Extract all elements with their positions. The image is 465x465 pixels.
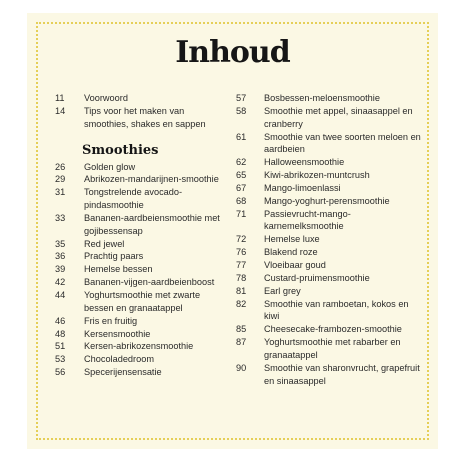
toc-page-number: 39 xyxy=(55,264,66,275)
toc-entry xyxy=(236,208,426,234)
toc-page-number: 26 xyxy=(55,161,66,172)
toc-entry-title: Specerijensensatie xyxy=(84,367,162,378)
toc-entry xyxy=(55,238,231,251)
toc-entry-title: Kiwi-abrikozen-muntcrush xyxy=(264,170,370,181)
toc-entry xyxy=(236,246,426,259)
toc-entry xyxy=(236,92,426,105)
toc-entry-title: Chocoladedroom xyxy=(84,354,154,365)
toc-page-number: 58 xyxy=(236,105,247,116)
toc-page-number: 76 xyxy=(236,247,247,258)
right-entries-list xyxy=(236,92,426,387)
toc-entry-title: Hemelse luxe xyxy=(264,234,320,245)
toc-entry xyxy=(236,182,426,195)
toc-entry-title: Prachtig paars xyxy=(84,251,144,262)
toc-entry xyxy=(236,105,426,131)
toc-entry xyxy=(55,161,231,174)
toc-entry xyxy=(236,362,426,388)
toc-entry-title: Smoothie met appel, sinaasappel en cranberry xyxy=(264,105,413,129)
toc-page-number: 82 xyxy=(236,298,247,309)
toc-entry-title: Bananen-aardbeiensmoothie met gojibessensap xyxy=(84,212,220,236)
toc-entry-title: Golden glow xyxy=(84,161,136,172)
toc-page-number: 65 xyxy=(236,170,247,181)
toc-page-number: 31 xyxy=(55,187,66,198)
toc-entry xyxy=(236,233,426,246)
toc-page-number: 44 xyxy=(55,289,66,300)
toc-page-number: 51 xyxy=(55,341,66,352)
toc-page-number: 90 xyxy=(236,362,247,373)
toc-entry xyxy=(55,366,231,379)
toc-entry-title: Earl grey xyxy=(264,285,301,296)
toc-entry xyxy=(236,285,426,298)
toc-entry-title: Voorwoord xyxy=(84,93,128,103)
toc-page-number: 61 xyxy=(236,131,247,142)
page-title: Inhoud xyxy=(175,35,290,70)
toc-entry xyxy=(236,156,426,169)
toc-entry xyxy=(55,212,231,238)
toc-entry xyxy=(55,328,231,341)
toc-entry-title: Kersen-abrikozensmoothie xyxy=(84,341,194,352)
intro-list xyxy=(55,92,231,131)
contents-column-right xyxy=(236,92,426,387)
toc-entry-title: Kersensmoothie xyxy=(84,328,151,339)
toc-entry xyxy=(236,272,426,285)
toc-page-number: 77 xyxy=(236,259,247,270)
toc-entry xyxy=(236,259,426,272)
toc-entry xyxy=(55,263,231,276)
toc-entry xyxy=(55,289,231,315)
toc-entry xyxy=(236,336,426,362)
toc-page-number: 62 xyxy=(236,157,247,168)
toc-entry-title: Vloeibaar goud xyxy=(264,259,326,270)
toc-page-number: 46 xyxy=(55,315,66,326)
toc-page-number: 14 xyxy=(55,105,66,116)
toc-entry xyxy=(55,250,231,263)
toc-entry xyxy=(236,323,426,336)
toc-page-number: 81 xyxy=(236,285,247,296)
toc-entry-title: Custard-pruimensmoothie xyxy=(264,272,370,283)
toc-page-number: 33 xyxy=(55,212,66,223)
toc-entry xyxy=(55,276,231,289)
toc-entry xyxy=(55,353,231,366)
toc-entry-title: Bosbessen-meloensmoothie xyxy=(264,93,380,103)
toc-entry-title: Mango-yoghurt-perensmoothie xyxy=(264,195,390,206)
contents-panel xyxy=(27,13,438,449)
toc-entry xyxy=(55,92,231,105)
toc-entry-title: Cheesecake-frambozen-smoothie xyxy=(264,324,402,335)
toc-entry-title: Yoghurtsmoothie met zwarte bessen en granaatappel xyxy=(84,289,201,313)
toc-entry-title: Red jewel xyxy=(84,238,125,249)
toc-page-number: 67 xyxy=(236,182,247,193)
toc-entry-title: Passievrucht-mango-karnemelksmoothie xyxy=(264,208,351,232)
toc-entry-title: Halloweensmoothie xyxy=(264,157,345,168)
toc-entry-title: Smoothie van sharonvrucht, grapefruit en sinaasappel xyxy=(264,362,420,386)
toc-entry-title: Smoothie van ramboetan, kokos en kiwi xyxy=(264,298,409,322)
toc-page-number: 72 xyxy=(236,234,247,245)
toc-entry-title: Smoothie van twee soorten meloen en aardbeien xyxy=(264,131,421,155)
toc-entry xyxy=(55,340,231,353)
toc-entry xyxy=(236,169,426,182)
left-entries-list xyxy=(55,161,231,379)
contents-column-left xyxy=(55,92,231,379)
section-title: Smoothies xyxy=(82,142,159,158)
toc-page-number: 78 xyxy=(236,272,247,283)
toc-entry-title: Tongstrelende avocado-pindasmoothie xyxy=(84,187,183,211)
toc-entry-title: Blakend roze xyxy=(264,247,318,258)
toc-entry xyxy=(55,105,231,131)
toc-entry-title: Bananen-vijgen-aardbeienboost xyxy=(84,277,215,288)
toc-entry xyxy=(236,298,426,324)
toc-page-number: 53 xyxy=(55,354,66,365)
toc-entry-title: Mango-limoenlassi xyxy=(264,182,341,193)
toc-page-number: 85 xyxy=(236,324,247,335)
toc-page-number: 35 xyxy=(55,238,66,249)
toc-entry-title: Yoghurtsmoothie met rabarber en granaatappel xyxy=(264,337,401,360)
toc-page-number: 56 xyxy=(55,367,66,378)
toc-page-number: 87 xyxy=(236,337,247,348)
toc-page-number: 71 xyxy=(236,208,247,219)
toc-entry-title: Abrikozen-mandarijnen-smoothie xyxy=(84,174,219,185)
toc-page-number: 29 xyxy=(55,174,66,185)
toc-page-number: 42 xyxy=(55,277,66,288)
toc-page-number: 48 xyxy=(55,328,66,339)
toc-page-number: 68 xyxy=(236,195,247,206)
toc-entry xyxy=(236,195,426,208)
toc-entry-title: Hemelse bessen xyxy=(84,264,153,275)
toc-entry xyxy=(55,173,231,186)
toc-entry-title: Tips voor het maken van smoothies, shakes en sappen xyxy=(84,105,206,129)
toc-page-number: 36 xyxy=(55,251,66,262)
toc-entry xyxy=(55,315,231,328)
toc-page-number: 11 xyxy=(55,93,65,103)
toc-entry xyxy=(55,186,231,212)
toc-entry xyxy=(236,131,426,157)
toc-entry-title: Fris en fruitig xyxy=(84,315,138,326)
toc-page-number: 57 xyxy=(236,93,247,103)
